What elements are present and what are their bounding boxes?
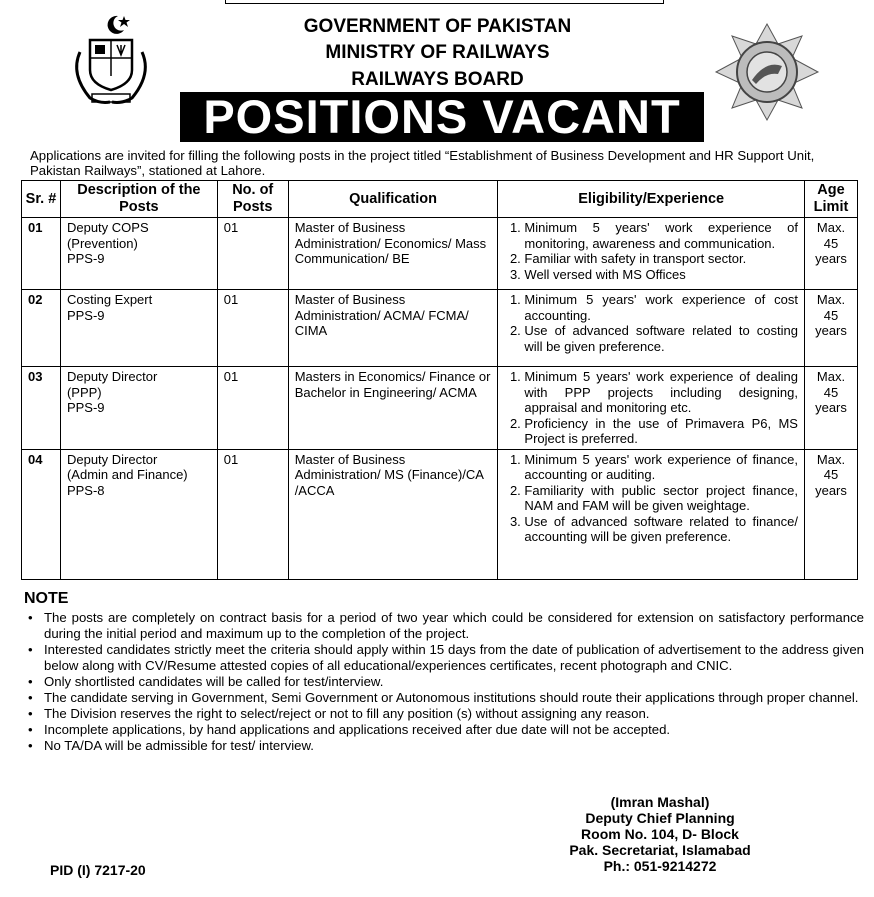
eligibility-item: 1. Minimum 5 years' work experience of monitoring, awareness and communication. [524,220,798,251]
row-age: Max. 45 years [804,218,857,290]
signatory-phone: Ph.: 051-9214272 [603,858,717,874]
pid-number: PID (I) 7217-20 [50,862,146,878]
note-item: • The candidate serving in Government, Semi Government or Autonomous institutions should route their applications through proper channel. [44,690,864,706]
row-eligibility [498,449,805,579]
row-count: 01 [217,290,288,367]
col-qualification: Qualification [288,181,498,218]
eligibility-item: 2. Proficiency in the use of Primavera P6, MS Project is preferred. [524,416,798,447]
row-age: Max. 45 years [804,290,857,367]
row-qualification: Masters in Economics/ Finance or Bachelor in Engineering/ ACMA [288,367,498,450]
col-eligibility: Eligibility/Experience [498,181,805,218]
eligibility-item: 1. Minimum 5 years' work experience of dealing with PPP projects including designing, appraisal and monitoring etc. [524,369,798,416]
note-list [28,610,864,754]
note-item: • Only shortlisted candidates will be called for test/interview. [44,674,864,690]
eligibility-item: 2. Familiarity with public sector project finance, NAM and FAM will be given weightage. [524,483,798,514]
signatory-office: Pak. Secretariat, Islamabad [569,842,751,858]
positions-table [21,180,858,580]
note-item: • The Division reserves the right to select/reject or not to fill any position (s) without assigning any reason. [44,706,864,722]
table-row [22,449,858,579]
note-heading: NOTE [24,590,69,607]
eligibility-item: 3. Use of advanced software related to finance/ accounting will be given preference. [524,514,798,545]
col-description: Description of the Posts [60,181,217,218]
row-post: Deputy COPS (Prevention) PPS-9 [60,218,217,290]
table-row [22,218,858,290]
header-board: RAILWAYS BOARD [351,69,524,90]
positions-vacant-banner: POSITIONS VACANT [180,92,704,142]
row-count: 01 [217,449,288,579]
row-qualification: Master of Business Administration/ ACMA/ FCMA/ CIMA [288,290,498,367]
row-eligibility [498,218,805,290]
row-post: Costing Expert PPS-9 [60,290,217,367]
row-sr: 02 [22,290,61,367]
col-posts: No. of Posts [217,181,288,218]
railways-seal-icon [712,22,822,122]
col-age: Age Limit [804,181,857,218]
col-sr: Sr. # [22,181,61,218]
table-header [22,181,858,218]
eligibility-item: 2. Familiar with safety in transport sector. [524,251,798,267]
eligibility-item: 2. Use of advanced software related to costing will be given preference. [524,323,798,354]
row-sr: 01 [22,218,61,290]
row-eligibility [498,290,805,367]
note-item: • Incomplete applications, by hand applications and applications received after due date will not be accepted. [44,722,864,738]
row-eligibility [498,367,805,450]
note-item: • Interested candidates strictly meet the criteria should apply within 15 days from the date of publication of advertisement to the address given below along with CV/Resume attested copies of all educational/experiences certificates, recent photograph and CNIC. [44,642,864,674]
row-age: Max. 45 years [804,449,857,579]
header-ministry: MINISTRY OF RAILWAYS [325,42,550,63]
header-government: GOVERNMENT OF PAKISTAN [303,16,572,37]
note-item: • No TA/DA will be admissible for test/ interview. [44,738,864,754]
eligibility-item: 1. Minimum 5 years' work experience of finance, accounting or auditing. [524,452,798,483]
signatory-title: Deputy Chief Planning [585,810,735,826]
row-count: 01 [217,218,288,290]
row-age: Max. 45 years [804,367,857,450]
top-border [225,0,664,4]
signatory-room: Room No. 104, D- Block [581,826,739,842]
table-row [22,290,858,367]
signatory-name: (Imran Mashal) [610,794,710,810]
pakistan-emblem-icon [62,12,162,112]
intro-text: Applications are invited for filling the following posts in the project titled “Establishment of Business Development and HR Support Unit, Pakistan Railways”, stationed at Lahore. [30,148,815,178]
signature-block [540,794,780,874]
row-sr: 04 [22,449,61,579]
note-item: • The posts are completely on contract basis for a period of two year which could be considered for extension on satisfactory performance during the initial period and maximum up to the completion of the project. [44,610,864,642]
eligibility-item: 3. Well versed with MS Offices [524,267,798,283]
table-row [22,367,858,450]
row-count: 01 [217,367,288,450]
row-post: Deputy Director (Admin and Finance) PPS-8 [60,449,217,579]
row-qualification: Master of Business Administration/ MS (Finance)/CA /ACCA [288,449,498,579]
row-qualification: Master of Business Administration/ Economics/ Mass Communication/ BE [288,218,498,290]
row-sr: 03 [22,367,61,450]
row-post: Deputy Director (PPP) PPS-9 [60,367,217,450]
eligibility-item: 1. Minimum 5 years' work experience of cost accounting. [524,292,798,323]
